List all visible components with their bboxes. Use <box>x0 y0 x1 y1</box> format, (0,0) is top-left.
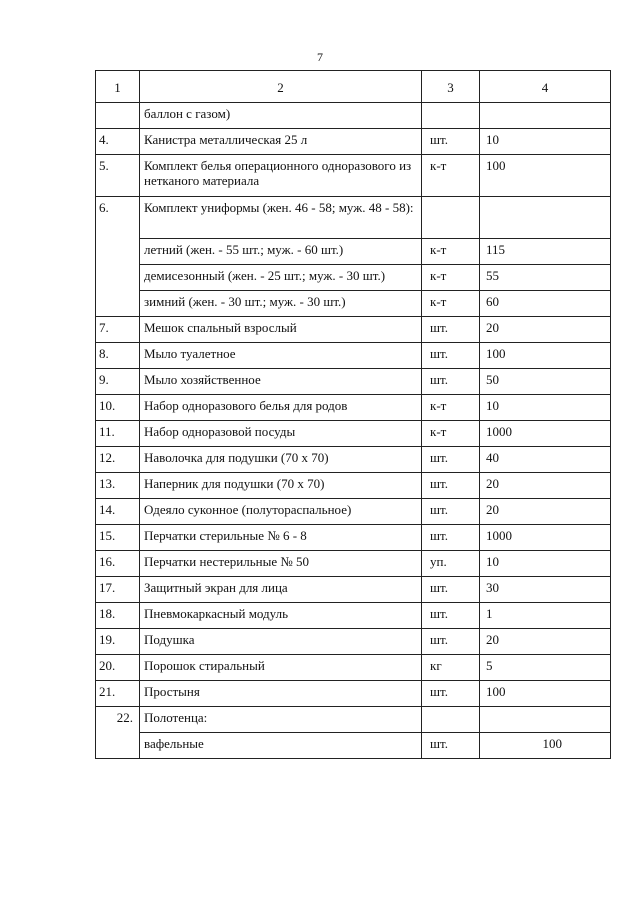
item-quantity: 100 <box>480 343 611 369</box>
table-row <box>96 733 611 759</box>
item-quantity: 40 <box>480 447 611 473</box>
row-number: 7. <box>96 317 140 343</box>
row-number: 12. <box>96 447 140 473</box>
table-row <box>96 343 611 369</box>
item-quantity: 1000 <box>480 421 611 447</box>
item-name: летний (жен. - 55 шт.; муж. - 60 шт.) <box>140 239 422 265</box>
supplies-table <box>95 70 611 759</box>
item-name: Канистра металлическая 25 л <box>140 129 422 155</box>
table-row <box>96 577 611 603</box>
item-unit: шт. <box>422 369 480 395</box>
row-number: 4. <box>96 129 140 155</box>
item-quantity: 100 <box>480 681 611 707</box>
item-quantity: 10 <box>480 551 611 577</box>
table-row <box>96 239 611 265</box>
item-name: Полотенца: <box>140 707 422 733</box>
item-name: баллон с газом) <box>140 103 422 129</box>
item-name: Мыло хозяйственное <box>140 369 422 395</box>
table-row <box>96 707 611 733</box>
item-unit: шт. <box>422 577 480 603</box>
table-row <box>96 395 611 421</box>
item-unit: шт. <box>422 603 480 629</box>
row-number: 21. <box>96 681 140 707</box>
table-row <box>96 447 611 473</box>
row-number: 17. <box>96 577 140 603</box>
item-unit: к-т <box>422 155 480 197</box>
item-name: Одеяло суконное (полутораспальное) <box>140 499 422 525</box>
row-number: 11. <box>96 421 140 447</box>
item-name: Защитный экран для лица <box>140 577 422 603</box>
item-name: Комплект белья операционного одноразового из нетканого материала <box>140 155 422 197</box>
item-name: Порошок стиральный <box>140 655 422 681</box>
table-row <box>96 473 611 499</box>
item-quantity <box>480 197 611 239</box>
item-quantity <box>480 103 611 129</box>
item-name: зимний (жен. - 30 шт.; муж. - 30 шт.) <box>140 291 422 317</box>
item-name: Набор одноразового белья для родов <box>140 395 422 421</box>
item-name: Наперник для подушки (70 х 70) <box>140 473 422 499</box>
item-unit: шт. <box>422 317 480 343</box>
document-table-wrapper <box>95 70 610 810</box>
header-col-2: 2 <box>140 71 422 103</box>
item-quantity: 60 <box>480 291 611 317</box>
table-row <box>96 551 611 577</box>
item-name: Наволочка для подушки (70 х 70) <box>140 447 422 473</box>
item-quantity: 50 <box>480 369 611 395</box>
header-col-3: 3 <box>422 71 480 103</box>
item-unit: шт. <box>422 129 480 155</box>
row-number: 5. <box>96 155 140 197</box>
item-name: Пневмокаркасный модуль <box>140 603 422 629</box>
item-quantity: 20 <box>480 499 611 525</box>
item-name: демисезонный (жен. - 25 шт.; муж. - 30 шт.) <box>140 265 422 291</box>
item-unit: шт. <box>422 629 480 655</box>
item-unit: к-т <box>422 265 480 291</box>
item-unit <box>422 103 480 129</box>
row-number <box>96 103 140 129</box>
row-number: 14. <box>96 499 140 525</box>
item-quantity: 20 <box>480 473 611 499</box>
header-col-1: 1 <box>96 71 140 103</box>
item-unit: кг <box>422 655 480 681</box>
row-number: 19. <box>96 629 140 655</box>
item-quantity: 20 <box>480 317 611 343</box>
item-name: Мыло туалетное <box>140 343 422 369</box>
item-quantity: 1000 <box>480 525 611 551</box>
row-number: 10. <box>96 395 140 421</box>
table-row <box>96 265 611 291</box>
item-quantity: 1 <box>480 603 611 629</box>
table-row <box>96 655 611 681</box>
item-unit: шт. <box>422 343 480 369</box>
table-row <box>96 291 611 317</box>
table-row <box>96 525 611 551</box>
table-row <box>96 499 611 525</box>
row-number: 16. <box>96 551 140 577</box>
item-name: Мешок спальный взрослый <box>140 317 422 343</box>
row-number: 13. <box>96 473 140 499</box>
item-unit: шт. <box>422 447 480 473</box>
table-row <box>96 155 611 197</box>
table-header-row <box>96 71 611 103</box>
row-number: 6. <box>96 197 140 317</box>
table-row <box>96 317 611 343</box>
item-unit: к-т <box>422 291 480 317</box>
item-quantity: 100 <box>480 155 611 197</box>
row-number: 9. <box>96 369 140 395</box>
item-unit <box>422 197 480 239</box>
item-unit: уп. <box>422 551 480 577</box>
item-name: Простыня <box>140 681 422 707</box>
table-row <box>96 197 611 239</box>
item-unit <box>422 707 480 733</box>
table-row <box>96 681 611 707</box>
item-quantity: 30 <box>480 577 611 603</box>
item-quantity: 10 <box>480 395 611 421</box>
item-quantity: 115 <box>480 239 611 265</box>
header-col-4: 4 <box>480 71 611 103</box>
item-unit: шт. <box>422 681 480 707</box>
row-number: 20. <box>96 655 140 681</box>
table-row <box>96 421 611 447</box>
item-unit: шт. <box>422 525 480 551</box>
item-quantity: 55 <box>480 265 611 291</box>
table-row <box>96 103 611 129</box>
item-quantity: 20 <box>480 629 611 655</box>
item-unit: шт. <box>422 473 480 499</box>
row-number: 22. <box>96 707 140 759</box>
item-quantity: 10 <box>480 129 611 155</box>
table-row <box>96 369 611 395</box>
item-quantity: 100 <box>480 733 611 759</box>
row-number: 8. <box>96 343 140 369</box>
table-row <box>96 603 611 629</box>
item-unit: к-т <box>422 395 480 421</box>
item-name: Подушка <box>140 629 422 655</box>
item-quantity <box>480 707 611 733</box>
item-name: Комплект униформы (жен. 46 - 58; муж. 48 - 58): <box>140 197 422 239</box>
table-row <box>96 129 611 155</box>
item-name: вафельные <box>140 733 422 759</box>
row-number: 15. <box>96 525 140 551</box>
item-unit: к-т <box>422 421 480 447</box>
item-name: Набор одноразовой посуды <box>140 421 422 447</box>
item-unit: к-т <box>422 239 480 265</box>
page-number: 7 <box>317 50 323 64</box>
item-name: Перчатки нестерильные № 50 <box>140 551 422 577</box>
row-number: 18. <box>96 603 140 629</box>
item-name: Перчатки стерильные № 6 - 8 <box>140 525 422 551</box>
item-unit: шт. <box>422 733 480 759</box>
table-row <box>96 629 611 655</box>
item-quantity: 5 <box>480 655 611 681</box>
item-unit: шт. <box>422 499 480 525</box>
